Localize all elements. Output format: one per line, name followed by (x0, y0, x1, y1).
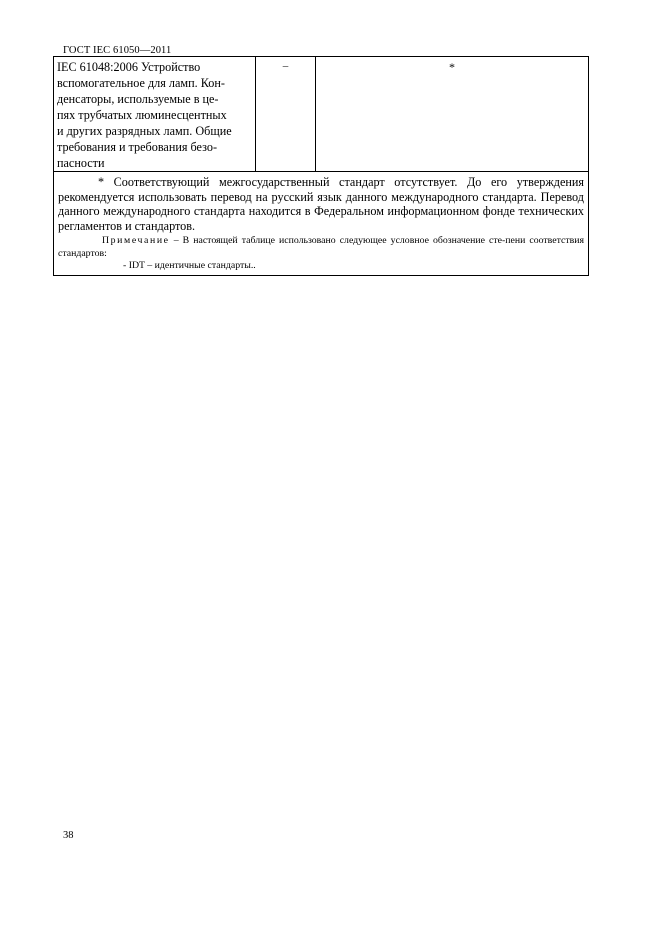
standard-line: пасности (57, 156, 105, 170)
interstate-standard-cell: * (316, 57, 589, 172)
standard-line: IEC 61048:2006 Устройство (57, 60, 201, 74)
note-item: - IDT – идентичные стандарты.. (123, 260, 256, 271)
standard-cell (54, 57, 256, 172)
standard-line: и других разрядных ламп. Общие (57, 124, 232, 138)
footnote-text: * Соответствующий межгосударственный стандарт отсутствует. До его утверждения рекомендуется использовать перевод на русский язык данного международного стандарта. Перевод данного международного стандарта находится в Федеральном информационном фонде технических регламентов и стандартов. (58, 175, 584, 233)
standard-line: пях трубчатых люминесцентных (57, 108, 227, 122)
note-label: Примечание (102, 235, 170, 246)
standard-line: требования и требования безо- (57, 140, 218, 154)
footnote-cell (54, 172, 589, 276)
standard-line: вспомогательное для ламп. Кон- (57, 76, 225, 90)
document-header: ГОСТ IEC 61050—2011 (63, 45, 172, 56)
standard-line: денсаторы, используемые в це- (57, 92, 219, 106)
footnote-row (54, 172, 589, 276)
page-number: 38 (63, 830, 74, 841)
degree-cell: – (256, 57, 316, 172)
note-text (58, 235, 584, 260)
table-row (54, 57, 589, 172)
standards-table (53, 56, 589, 276)
note-body: – В настоящей таблице использовано следующее условное обозначение сте-пени соответствия стандартов: (58, 235, 584, 259)
